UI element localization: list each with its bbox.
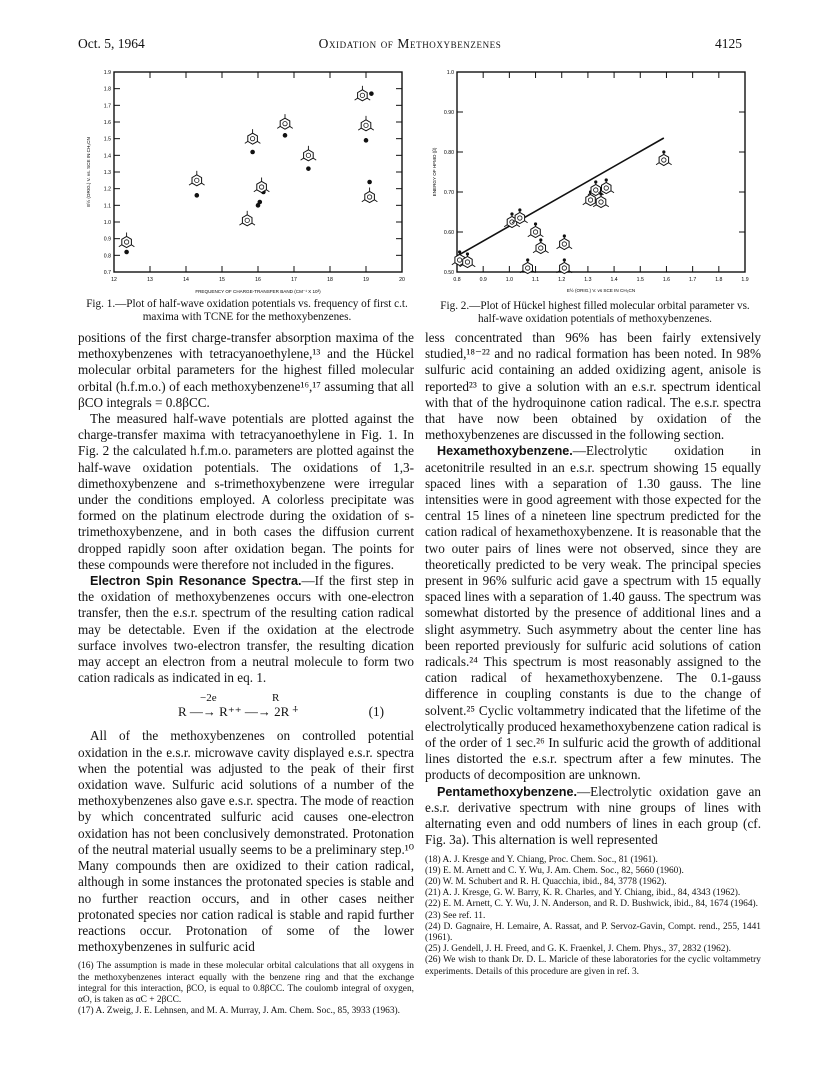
footnote-18: (18) A. J. Kresge and Y. Chiang, Proc. Chem. Soc., 81 (1961).: [425, 854, 658, 865]
x-tick-label: 17: [291, 277, 297, 283]
footnote-25: (25) J. Gendell, J. H. Freed, and G. K. Fraenkel, J. Chem. Phys., 37, 2832 (1962).: [425, 944, 731, 955]
penta-body: —Electrolytic oxidation gave an e.s.r. derivative spectrum with nine groups of lines with alternating even and odd numbers of lines in each group (cf. Fig. 3a). This alternation is well represented: [425, 783, 761, 848]
y-tick-label: 0.60: [443, 230, 454, 236]
footnote-22: (22) E. M. Arnett, C. Y. Wu, J. N. Anderson, and R. D. Bushwick, ibid., 84, 1674 (1964).: [425, 899, 759, 910]
hexa-body: —Electrolytic oxidation in acetonitrile resulted in an e.s.r. spectrum showing 15 equally spaced lines with a separation of 1.30 gauss. The line intensities were in good agreement with those expected for the central 15 lines of a nineteen line spectrum predicted for the cation radical of hexamethoxybenzene. It is reasonable that the two outer pairs of lines were not observed, since they are theoretically predicted to be very weak. The principal species present in 96% sulfuric acid gave a spectrum with 15 equally spaced lines with a separation of 1.40 gauss. The spectrum was somewhat distorted by the presence of additional lines and a slight asymmetry. Such asymmetry about the center line has been reported previously for sulfuric acid solutions of cation radicals.²⁴ This spectrum is most reasonably assigned to the cation radical of hexamethoxybenzene. The 0.1-gauss difference in coupling constants is due to the change of solvent.²⁵ Cyclic voltammetry indicated that the lifetime of the electrolytically produced hexamethoxybenzene cation radical is of the order of 1 sec.²⁶ In sulfuric acid the growth of additional lines distorted the e.s.r. spectrum after a few minutes. The products of decomposition are unknown.: [425, 443, 761, 783]
y-tick-label: 1.6: [103, 120, 111, 126]
fig1-point-dot: [258, 200, 263, 205]
left-para-2: The measured half-wave potentials are plotted against the charge-transfer maxima with tetracyanoethylene in Fig. 1. In Fig. 2 the calculated h.f.m.o. parameters are plotted against the half-wave oxidation potentials. The oxidations of 1,3-dimethoxybenzene and s-trimethoxybenzene were irregular under the conditions employed. A colorless precipitate was formed on the platinum electrode during the oxidation of s-trimethoxybenzene, and in both cases the diffusion current dropped rapidly soon after oxidation began. The points for these compounds were therefore not included in the figures.: [78, 411, 414, 572]
y-tick-label: 1.7: [103, 103, 111, 110]
y-tick-label: 1.1: [103, 203, 111, 210]
footnote-26: (26) We wish to thank Dr. D. L. Maricle of these laboratories for the cyclic voltammetry experiments. Details of this procedure are given in ref. 3.: [425, 955, 761, 977]
x-tick-label: 20: [399, 277, 405, 283]
x-tick-label: 1.1: [531, 277, 540, 283]
fig1-point-dot: [283, 133, 288, 138]
x-tick-label: 1.0: [505, 277, 513, 283]
fig2-point-ring: [656, 151, 672, 166]
fig1-point-dot: [369, 91, 374, 96]
left-footnotes: [78, 961, 414, 1017]
fig1-point-dot: [195, 193, 200, 198]
eq-over-2: R: [272, 692, 280, 705]
eq-over-1: −2e: [200, 692, 217, 705]
footnote-21: (21) A. J. Kresge, G. W. Barry, K. R. Charles, and Y. Chiang, ibid., 84, 4343 (1962).: [425, 888, 741, 899]
x-tick-label: 1.2: [558, 277, 566, 283]
left-para-1: positions of the first charge-transfer absorption maxima of the methoxybenzenes with tetracyanoethylene,¹³ and the Hückel molecular orbital parameters for the highest filled molecular orbital (h.f.m.o.) of each methoxybenzene¹⁶,¹⁷ assuming that all βCO integrals = 0.8βCC.: [78, 330, 414, 410]
header-date: Oct. 5, 1964: [78, 36, 145, 51]
fig2-point-ring: [512, 209, 528, 224]
fig1-plot-frame: [114, 72, 402, 272]
x-tick-label: 1.5: [636, 277, 644, 283]
fig1-points: [119, 86, 378, 254]
right-para-1: less concentrated than 96% has been fairly extensively studied,¹⁸⁻²² and no radical formation has been noted. In 98% sulfuric acid containing an added oxidizing agent, anisole is reported²³ to give a solution with an e.s.r. spectrum identical with that of the hydroquinone cation radical. The e.s.r. spectra that have now been obtained by oxidation of the methoxybenzenes are discussed in the following section.: [425, 330, 761, 443]
fig2-plot-frame: [457, 72, 745, 272]
fig1-point-dot: [306, 166, 311, 171]
footnote-19: (19) E. M. Arnett and C. Y. Wu, J. Am. Chem. Soc., 82, 5660 (1960).: [425, 865, 684, 876]
fig2-point-ring: [598, 179, 614, 194]
hexa-section: [425, 443, 761, 783]
esr-heading: Electron Spin Resonance Spectra.: [90, 574, 302, 589]
figure-2-caption: Fig. 2.—Plot of Hückel highest filled molecular orbital parameter vs. half-wave oxidation potentials of methoxybenzenes.: [440, 300, 750, 325]
left-column: [78, 330, 414, 1017]
x-tick-label: 1.3: [584, 277, 592, 283]
x-tick-label: 1.8: [715, 277, 723, 283]
y-tick-label: 0.70: [443, 190, 454, 196]
fig2-point-ring: [533, 239, 549, 254]
y-tick-label: 1.0: [103, 220, 111, 226]
fig2-point-ring: [557, 259, 573, 274]
fig1-point-ring: [301, 146, 317, 161]
fig2-point-ring: [528, 223, 544, 238]
footnote-17: (17) A. Zweig, J. E. Lehnsen, and M. A. Murray, J. Am. Chem. Soc., 85, 3933 (1963).: [78, 1006, 401, 1017]
fig2-points: [452, 150, 672, 273]
fig1-point-ring: [254, 178, 270, 193]
x-tick-label: 14: [183, 277, 189, 283]
fig1-point-dot: [250, 150, 255, 155]
fig1-point-ring: [239, 211, 255, 226]
fig1-point-ring: [358, 116, 374, 131]
penta-heading: Pentamethoxybenzene.: [437, 784, 577, 799]
x-tick-label: 0.9: [479, 277, 487, 283]
right-column: [425, 330, 761, 978]
fig1-point-ring: [189, 171, 205, 186]
fig1-point-dot: [364, 138, 369, 143]
footnote-23: (23) See ref. 11.: [425, 910, 486, 921]
x-tick-label: 13: [147, 277, 153, 283]
eq-number: (1): [368, 704, 384, 720]
fig1-axis-ticks: [104, 70, 405, 283]
footnote-24: (24) D. Gagnaire, H. Lemaire, A. Rassat, and P. Servoz-Gavin, Compt. rend., 255, 1441 (1961).: [425, 921, 761, 943]
y-tick-label: 1.4: [103, 153, 111, 160]
footnote-20: (20) W. M. Schubert and R. H. Quacchia, ibid., 84, 3778 (1962).: [425, 876, 667, 887]
eq-body: R —→ R⁺⁺ —→ 2R ⁺̇: [178, 704, 299, 720]
fig2-xlabel: E½ (ORIG.) V. vs SCE IN CH₃CN: [566, 288, 636, 293]
penta-section: [425, 784, 761, 849]
fig2-fit-line: [457, 138, 664, 256]
fig2-ylabel: ENERGY OF HFMO (β): [432, 147, 437, 197]
left-para-3: All of the methoxybenzenes on controlled potential oxidation in the e.s.r. microwave cavity displayed e.s.r. spectra when the potential was adjusted to the peak of their first oxidation wave. Sulfuric acid solutions of a number of the methoxybenzenes also gave e.s.r. spectra. The mode of reaction by which concentrated sulfuric acid causes one-electron oxidation has not been conclusively demonstrated. Protonation of the neutral material usually seems to be a preliminary step.¹⁰ Many compounds then are oxidized to their cation radical, although in some instances the protonated species is stable and no further reaction occurs, and in other cases neither protonated species nor cation radical is stable and rapid further reactions occur. Protonation of some of the lower methoxybenzenes in sulfuric acid: [78, 728, 414, 955]
fig1-ylabel: E½ (ORIG.) V. vs. SCE IN CH₃CN: [86, 137, 91, 207]
y-tick-label: 0.9: [103, 236, 111, 243]
x-tick-label: 15: [219, 277, 225, 283]
x-tick-label: 18: [327, 277, 333, 283]
header-title: Oxidation of Methoxybenzenes: [318, 36, 502, 51]
equation-1: [78, 690, 414, 720]
y-tick-label: 1.8: [103, 86, 111, 93]
fig1-xlabel: FREQUENCY OF CHARGE-TRANSFER BAND (CM⁻¹ X 10³): [195, 289, 321, 294]
esr-body: —If the first step in the oxidation of methoxybenzenes occurs with one-electron transfer, then the e.s.r. spectrum of the resulting cation radical may be detectable. Even if the oxidation at the electrode surface involves two-electron transfer, the resulting dication may accept an electron from a neutral molecule to form two cation radicals as indicated in eq. 1.: [78, 573, 415, 686]
y-tick-label: 0.8: [103, 253, 111, 260]
x-tick-label: 19: [363, 277, 369, 283]
x-tick-label: 1.6: [662, 277, 671, 283]
x-tick-label: 0.8: [453, 277, 461, 283]
fig1-point-ring: [355, 86, 371, 101]
esr-section: [78, 573, 414, 686]
fig1-point-ring: [362, 188, 378, 203]
figure-1-chart: [78, 60, 414, 298]
header-page-number: 4125: [715, 36, 742, 51]
figure-2-chart: [425, 60, 761, 298]
y-tick-label: 0.7: [103, 270, 111, 276]
fig1-point-ring: [245, 129, 261, 144]
x-tick-label: 12: [111, 277, 117, 283]
y-tick-label: 0.50: [443, 270, 454, 276]
y-tick-label: 0.80: [443, 150, 454, 156]
fig1-point-ring: [119, 233, 135, 248]
x-tick-label: 1.4: [610, 277, 618, 283]
fig1-point-ring: [277, 114, 293, 129]
y-tick-label: 1.5: [103, 136, 111, 143]
fig2-point-ring: [557, 235, 573, 250]
footnote-16: (16) The assumption is made in these molecular orbital calculations that all oxygens in the methoxybenzenes interact equally with the benzene ring and that the exchange integral for this interaction, βCO, is equal to 0.8βCC. The coulomb integral of oxygen, αO, is taken as αC + 2βCC.: [78, 961, 414, 1005]
x-tick-label: 1.7: [689, 277, 697, 283]
y-tick-label: 1.3: [103, 170, 111, 176]
right-footnotes: [425, 855, 761, 978]
figure-1-caption: Fig. 1.—Plot of half-wave oxidation potentials vs. frequency of first c.t. maxima with TCNE for the methoxybenzenes.: [86, 298, 408, 323]
hexa-heading: Hexamethoxybenzene.: [437, 444, 573, 459]
y-tick-label: 1.2: [103, 186, 111, 193]
fig1-point-dot: [124, 250, 129, 255]
x-tick-label: 16: [255, 277, 261, 283]
fig1-point-dot: [367, 180, 372, 185]
fig2-point-ring: [520, 259, 536, 274]
y-tick-label: 0.90: [443, 110, 454, 116]
y-tick-label: 1.0: [446, 70, 454, 76]
y-tick-label: 1.9: [103, 70, 111, 76]
x-tick-label: 1.9: [741, 277, 749, 283]
